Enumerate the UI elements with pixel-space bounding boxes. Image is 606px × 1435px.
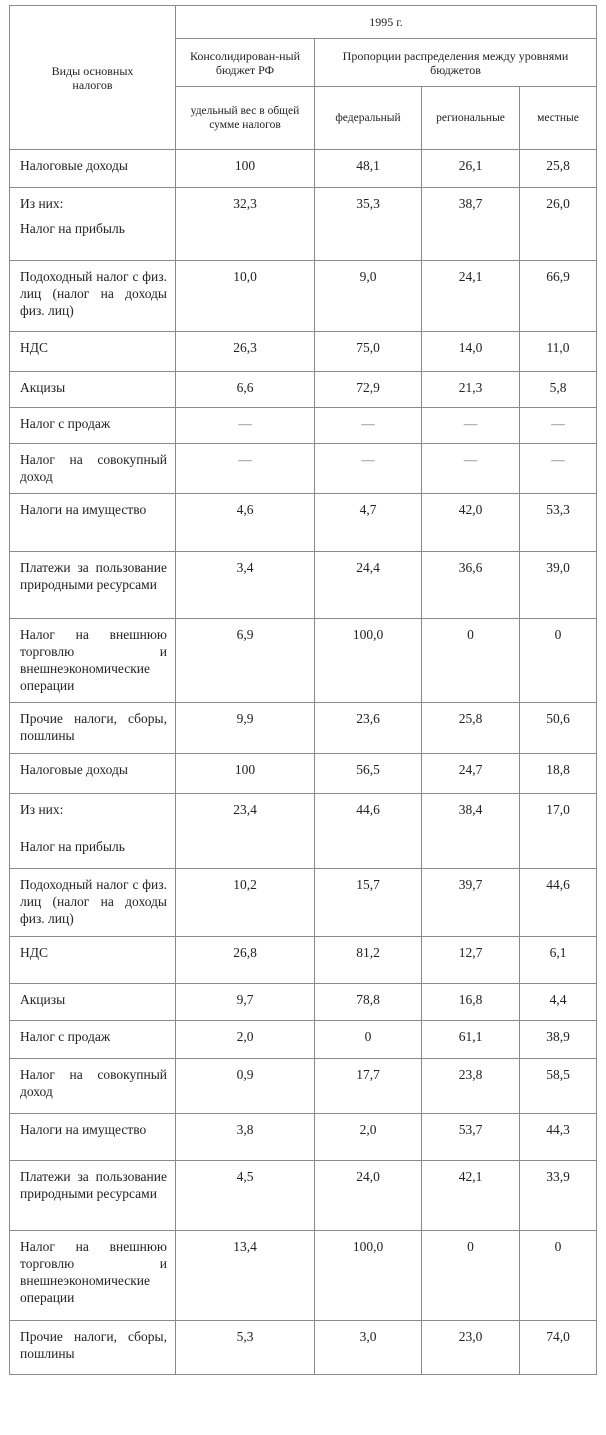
header-consolidated-label: Консолидирован-ный бюджет РФ <box>189 48 301 77</box>
regional-value-cell <box>422 1114 520 1161</box>
regional-value: 24,7 <box>458 762 483 777</box>
tax-name-cell <box>10 1161 176 1231</box>
federal-value: 78,8 <box>356 992 380 1007</box>
share-value: 10,2 <box>233 877 257 892</box>
table-row <box>10 1114 597 1161</box>
regional-value: 21,3 <box>458 380 483 395</box>
regional-value-cell <box>422 984 520 1021</box>
header-local <box>520 87 597 150</box>
share-value-cell <box>176 937 315 984</box>
local-value: 44,3 <box>546 1122 570 1137</box>
regional-value: 23,0 <box>458 1329 483 1344</box>
regional-value-cell <box>422 444 520 494</box>
tax-name-cell <box>10 444 176 494</box>
local-value: 18,8 <box>546 762 570 777</box>
local-value-cell <box>520 619 597 703</box>
tax-name-cell <box>10 494 176 552</box>
local-value: 44,6 <box>546 877 570 892</box>
local-value: 53,3 <box>546 502 570 517</box>
tax-name-cell <box>10 869 176 937</box>
federal-value: 100,0 <box>352 627 384 642</box>
federal-value: — <box>361 452 375 467</box>
local-value-cell <box>520 1021 597 1059</box>
tax-name-cell <box>10 794 176 869</box>
local-value-cell <box>520 869 597 937</box>
table-row <box>10 1231 597 1321</box>
federal-value: 23,6 <box>356 711 380 726</box>
local-value: 0 <box>554 1239 562 1254</box>
tax-name: Налоговые доходы <box>20 762 128 777</box>
tax-name-cell <box>10 754 176 794</box>
header-share <box>176 87 315 150</box>
share-value: 100 <box>234 158 256 173</box>
regional-value: 24,1 <box>458 269 483 284</box>
local-value: 74,0 <box>546 1329 570 1344</box>
share-value: 32,3 <box>233 196 257 211</box>
tax-name-cell <box>10 1021 176 1059</box>
share-value-cell <box>176 494 315 552</box>
header-regional-label: региональные <box>436 112 505 124</box>
header-federal-label: федеральный <box>335 112 401 124</box>
share-value-cell <box>176 1231 315 1321</box>
share-value: — <box>238 416 252 431</box>
tax-name: Подоходный налог с физ. лиц (налог на доходы физ. лиц) <box>20 877 167 926</box>
share-value: 26,8 <box>233 945 257 960</box>
regional-value: 36,6 <box>458 560 483 575</box>
federal-value: 3,0 <box>359 1329 377 1344</box>
federal-value-cell <box>315 937 422 984</box>
header-tax-types-label: Виды основных налогов <box>51 63 134 92</box>
federal-value-cell <box>315 150 422 188</box>
federal-value-cell <box>315 619 422 703</box>
share-value-cell <box>176 703 315 754</box>
share-value-cell <box>176 552 315 619</box>
federal-value-cell <box>315 332 422 372</box>
tax-name-cell <box>10 332 176 372</box>
tax-name: Налоги на имущество <box>20 502 147 517</box>
local-value: 50,6 <box>546 711 570 726</box>
federal-value: 2,0 <box>359 1122 377 1137</box>
local-value-cell <box>520 494 597 552</box>
tax-distribution-table <box>9 5 597 1375</box>
share-value-cell <box>176 332 315 372</box>
header-proportions-label: Пропорции распределения между уровнями бюджетов <box>342 48 569 77</box>
table-row <box>10 1021 597 1059</box>
share-value: 3,4 <box>236 560 254 575</box>
federal-value: — <box>361 416 375 431</box>
table-row <box>10 1059 597 1114</box>
federal-value-cell <box>315 552 422 619</box>
regional-value-cell <box>422 188 520 261</box>
local-value-cell <box>520 150 597 188</box>
regional-value: 42,0 <box>458 502 483 517</box>
tax-name-cell <box>10 984 176 1021</box>
share-value-cell <box>176 1021 315 1059</box>
share-value-cell <box>176 188 315 261</box>
tax-name-cell <box>10 261 176 332</box>
tax-name: НДС <box>20 945 48 960</box>
table-row <box>10 408 597 444</box>
share-value-cell <box>176 1161 315 1231</box>
share-value: 9,7 <box>236 992 254 1007</box>
regional-value: 12,7 <box>458 945 483 960</box>
share-value: 5,3 <box>236 1329 254 1344</box>
regional-value: 0 <box>467 1239 474 1254</box>
table-row <box>10 754 597 794</box>
tax-name: Платежи за пользование природными ресурсами <box>20 1169 167 1201</box>
tax-name: Акцизы <box>20 992 66 1007</box>
regional-value: 14,0 <box>458 340 483 355</box>
local-value: 4,4 <box>549 992 567 1007</box>
table-row <box>10 150 597 188</box>
local-value: 6,1 <box>549 945 567 960</box>
tax-name: Из них: <box>20 196 64 211</box>
regional-value-cell <box>422 261 520 332</box>
federal-value-cell <box>315 444 422 494</box>
federal-value-cell <box>315 754 422 794</box>
federal-value-cell <box>315 1161 422 1231</box>
federal-value-cell <box>315 1231 422 1321</box>
regional-value-cell <box>422 1231 520 1321</box>
regional-value-cell <box>422 552 520 619</box>
local-value: 33,9 <box>546 1169 570 1184</box>
table-row <box>10 552 597 619</box>
table-row <box>10 372 597 408</box>
share-value-cell <box>176 1321 315 1375</box>
federal-value: 24,0 <box>356 1169 380 1184</box>
local-value: 25,8 <box>546 158 570 173</box>
share-value-cell <box>176 372 315 408</box>
federal-value: 48,1 <box>356 158 380 173</box>
federal-value-cell <box>315 794 422 869</box>
tax-name: Налог с продаж <box>20 1029 111 1044</box>
share-value: 0,9 <box>236 1067 254 1082</box>
federal-value-cell <box>315 1114 422 1161</box>
local-value: 17,0 <box>546 802 570 817</box>
share-value-cell <box>176 261 315 332</box>
regional-value-cell <box>422 150 520 188</box>
table-row <box>10 494 597 552</box>
tax-name: Прочие налоги, сборы, пошлины <box>20 711 167 743</box>
tax-name-cell <box>10 1231 176 1321</box>
tax-name: Налог на совокупный доход <box>20 452 167 484</box>
regional-value: — <box>463 452 478 467</box>
regional-value: 42,1 <box>458 1169 483 1184</box>
federal-value-cell <box>315 869 422 937</box>
tax-name: НДС <box>20 340 48 355</box>
table-row <box>10 1321 597 1375</box>
share-value-cell <box>176 150 315 188</box>
federal-value: 15,7 <box>356 877 380 892</box>
regional-value-cell <box>422 754 520 794</box>
local-value: 38,9 <box>546 1029 570 1044</box>
local-value-cell <box>520 1161 597 1231</box>
header-regional <box>422 87 520 150</box>
local-value-cell <box>520 937 597 984</box>
tax-name: Акцизы <box>20 380 66 395</box>
share-value-cell <box>176 408 315 444</box>
federal-value: 72,9 <box>356 380 380 395</box>
tax-name-cell <box>10 619 176 703</box>
federal-value: 4,7 <box>359 502 377 517</box>
share-value: 13,4 <box>233 1239 257 1254</box>
local-value-cell <box>520 984 597 1021</box>
tax-name-cell <box>10 188 176 261</box>
federal-value: 44,6 <box>356 802 380 817</box>
table-row <box>10 619 597 703</box>
regional-value: 38,7 <box>458 196 483 211</box>
tax-name: Из них: <box>20 802 64 817</box>
tax-name-cell <box>10 150 176 188</box>
federal-value-cell <box>315 372 422 408</box>
local-value: 26,0 <box>546 196 570 211</box>
share-value: 9,9 <box>236 711 254 726</box>
regional-value-cell <box>422 1021 520 1059</box>
share-value: 4,5 <box>236 1169 254 1184</box>
regional-value: 39,7 <box>458 877 483 892</box>
federal-value: 56,5 <box>356 762 380 777</box>
table-row <box>10 332 597 372</box>
share-value-cell <box>176 754 315 794</box>
share-value-cell <box>176 984 315 1021</box>
local-value: 5,8 <box>549 380 567 395</box>
share-value: 26,3 <box>233 340 257 355</box>
regional-value: 26,1 <box>458 158 483 173</box>
tax-name-cell <box>10 552 176 619</box>
share-value: 6,6 <box>236 380 254 395</box>
regional-value-cell <box>422 703 520 754</box>
tax-name-cell <box>10 408 176 444</box>
table-row <box>10 444 597 494</box>
regional-value: 23,8 <box>458 1067 483 1082</box>
share-value-cell <box>176 794 315 869</box>
header-federal <box>315 87 422 150</box>
header-consolidated <box>176 39 315 87</box>
share-value: 3,8 <box>236 1122 254 1137</box>
tax-name-cell <box>10 1321 176 1375</box>
local-value-cell <box>520 552 597 619</box>
local-value-cell <box>520 408 597 444</box>
table-body <box>10 150 597 1375</box>
federal-value-cell <box>315 984 422 1021</box>
regional-value-cell <box>422 408 520 444</box>
federal-value: 0 <box>364 1029 372 1044</box>
local-value-cell <box>520 1231 597 1321</box>
share-value: 4,6 <box>236 502 254 517</box>
tax-name-sub: Налог на прибыль <box>20 221 125 236</box>
local-value-cell <box>520 1321 597 1375</box>
local-value-cell <box>520 261 597 332</box>
regional-value: 16,8 <box>458 992 483 1007</box>
regional-value-cell <box>422 332 520 372</box>
federal-value: 81,2 <box>356 945 380 960</box>
local-value: 58,5 <box>546 1067 570 1082</box>
regional-value-cell <box>422 372 520 408</box>
local-value: — <box>551 416 565 431</box>
table-row <box>10 937 597 984</box>
tax-name: Налог на внешнюю торговлю и внешнеэкономические операции <box>20 1239 167 1305</box>
tax-name: Налог с продаж <box>20 416 111 431</box>
table-row <box>10 984 597 1021</box>
local-value: — <box>551 452 565 467</box>
federal-value-cell <box>315 408 422 444</box>
table-row <box>10 794 597 869</box>
regional-value-cell <box>422 869 520 937</box>
tax-name: Прочие налоги, сборы, пошлины <box>20 1329 167 1361</box>
table-row <box>10 188 597 261</box>
local-value-cell <box>520 1114 597 1161</box>
tax-name-cell <box>10 1114 176 1161</box>
header-year <box>176 6 597 39</box>
regional-value: 38,4 <box>458 802 483 817</box>
local-value: 11,0 <box>546 340 570 355</box>
tax-name-sub: Налог на прибыль <box>20 839 125 854</box>
tax-name-cell <box>10 372 176 408</box>
tax-name: Налоговые доходы <box>20 158 128 173</box>
federal-value-cell <box>315 494 422 552</box>
tax-name-cell <box>10 1059 176 1114</box>
tax-name-cell <box>10 703 176 754</box>
regional-value: 25,8 <box>458 711 483 726</box>
tax-name: Налог на внешнюю торговлю и внешнеэкономические операции <box>20 627 167 693</box>
share-value: 2,0 <box>236 1029 254 1044</box>
table-row <box>10 869 597 937</box>
regional-value-cell <box>422 619 520 703</box>
regional-value-cell <box>422 1321 520 1375</box>
share-value-cell <box>176 1059 315 1114</box>
share-value-cell <box>176 869 315 937</box>
tax-name: Подоходный налог с физ. лиц (налог на доходы физ. лиц) <box>20 269 167 318</box>
federal-value-cell <box>315 261 422 332</box>
local-value-cell <box>520 372 597 408</box>
local-value-cell <box>520 703 597 754</box>
share-value: 10,0 <box>233 269 257 284</box>
regional-value-cell <box>422 794 520 869</box>
federal-value-cell <box>315 1321 422 1375</box>
local-value-cell <box>520 794 597 869</box>
federal-value: 75,0 <box>356 340 380 355</box>
federal-value: 35,3 <box>356 196 380 211</box>
share-value-cell <box>176 444 315 494</box>
header-local-label: местные <box>537 112 579 124</box>
local-value: 39,0 <box>546 560 570 575</box>
local-value-cell <box>520 1059 597 1114</box>
share-value: 100 <box>234 762 256 777</box>
regional-value: — <box>463 416 478 431</box>
regional-value-cell <box>422 1161 520 1231</box>
federal-value: 17,7 <box>356 1067 380 1082</box>
federal-value: 100,0 <box>352 1239 384 1254</box>
local-value: 0 <box>554 627 562 642</box>
share-value: — <box>238 452 252 467</box>
local-value: 66,9 <box>546 269 570 284</box>
header-proportions <box>315 39 597 87</box>
regional-value: 61,1 <box>458 1029 483 1044</box>
tax-name: Налог на совокупный доход <box>20 1067 167 1099</box>
federal-value-cell <box>315 1021 422 1059</box>
table-row <box>10 703 597 754</box>
local-value-cell <box>520 188 597 261</box>
table-header <box>10 6 597 150</box>
local-value-cell <box>520 332 597 372</box>
local-value-cell <box>520 444 597 494</box>
local-value-cell <box>520 754 597 794</box>
header-year-label: 1995 г. <box>369 15 403 29</box>
regional-value-cell <box>422 937 520 984</box>
regional-value: 53,7 <box>458 1122 483 1137</box>
tax-name: Платежи за пользование природными ресурсами <box>20 560 167 592</box>
federal-value: 24,4 <box>356 560 380 575</box>
share-value-cell <box>176 619 315 703</box>
tax-name-cell <box>10 937 176 984</box>
share-value-cell <box>176 1114 315 1161</box>
header-share-label: удельный вес в общей сумме налогов <box>190 105 300 131</box>
tax-name: Налоги на имущество <box>20 1122 147 1137</box>
regional-value-cell <box>422 494 520 552</box>
federal-value-cell <box>315 1059 422 1114</box>
share-value: 6,9 <box>236 627 254 642</box>
federal-value: 9,0 <box>359 269 377 284</box>
regional-value-cell <box>422 1059 520 1114</box>
federal-value-cell <box>315 703 422 754</box>
share-value: 23,4 <box>233 802 257 817</box>
table-row <box>10 261 597 332</box>
header-tax-types <box>10 6 176 150</box>
table-row <box>10 1161 597 1231</box>
federal-value-cell <box>315 188 422 261</box>
regional-value: 0 <box>467 627 474 642</box>
